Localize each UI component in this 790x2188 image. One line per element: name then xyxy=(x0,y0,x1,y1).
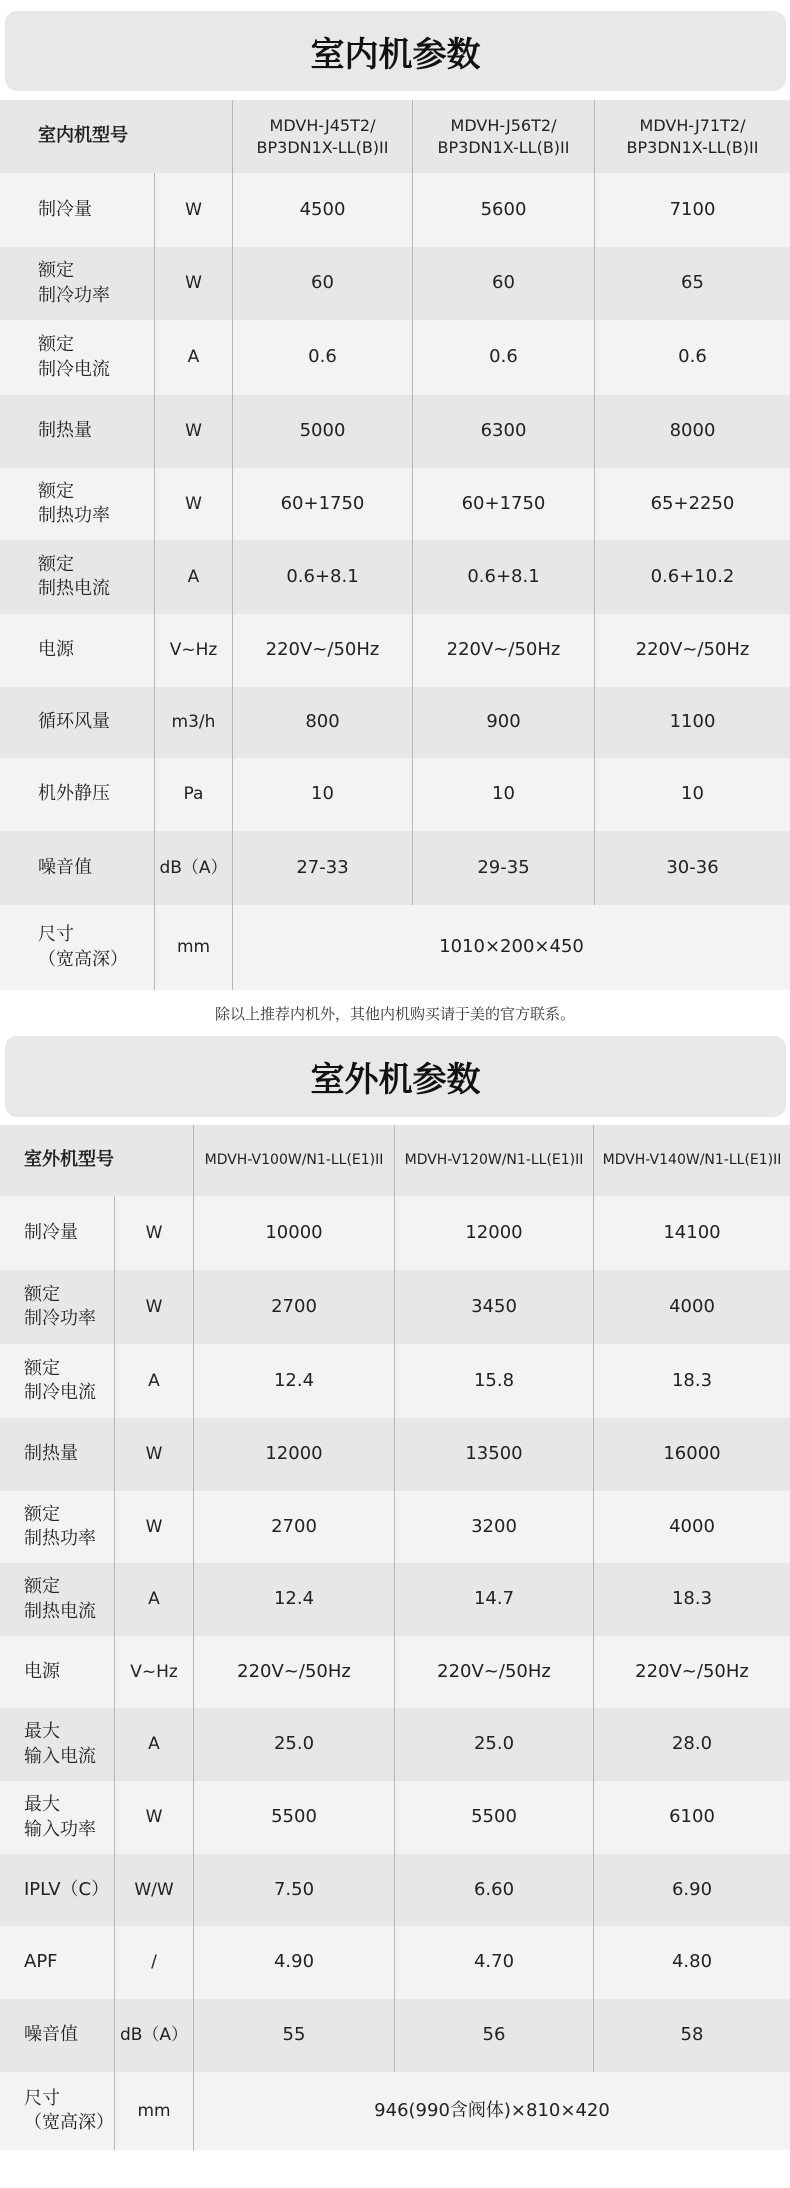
size-row xyxy=(0,2072,790,2150)
model-name: MDVH-V100W/N1-LL(E1)II xyxy=(193,1125,394,1196)
param-label: 额定 制热功率 xyxy=(24,1503,96,1549)
param-value: 4.80 xyxy=(593,1926,790,1999)
param-value: 60+1750 xyxy=(232,468,412,540)
param-value: 7.50 xyxy=(193,1854,394,1926)
param-label: APF xyxy=(24,1951,58,1973)
param-label: 额定 制冷电流 xyxy=(24,1357,96,1403)
param-label: 噪音值 xyxy=(24,2024,78,2046)
param-value: 2700 xyxy=(193,1491,394,1563)
table-row xyxy=(0,1563,790,1636)
table-row xyxy=(0,1999,790,2072)
param-value: 29-35 xyxy=(412,831,594,905)
param-unit: W xyxy=(114,1491,193,1563)
param-unit: A xyxy=(114,1708,193,1781)
table-row xyxy=(0,320,790,395)
param-label: 电源 xyxy=(24,1660,60,1682)
header-row xyxy=(0,100,790,173)
param-label: 循环风量 xyxy=(38,711,110,733)
table-row xyxy=(0,1418,790,1491)
param-value: 55 xyxy=(193,1999,394,2072)
param-value: 5500 xyxy=(394,1781,593,1854)
param-value: 12000 xyxy=(394,1196,593,1270)
param-unit: W xyxy=(154,468,232,540)
param-unit: W/W xyxy=(114,1854,193,1926)
param-value: 0.6+8.1 xyxy=(232,540,412,614)
param-label: 制冷量 xyxy=(24,1221,78,1243)
param-value: 10 xyxy=(412,758,594,831)
param-unit: W xyxy=(114,1781,193,1854)
param-value: 12.4 xyxy=(193,1344,394,1418)
param-label: 额定 制冷功率 xyxy=(24,1283,96,1329)
param-unit: W xyxy=(154,395,232,468)
param-value: 5600 xyxy=(412,173,594,247)
param-label: 制热量 xyxy=(38,420,92,442)
param-value: 56 xyxy=(394,1999,593,2072)
table-row xyxy=(0,395,790,468)
param-value: 60 xyxy=(232,247,412,320)
table-row xyxy=(0,687,790,758)
size-value: 1010×200×450 xyxy=(232,905,790,990)
outdoor-spec-table xyxy=(0,1125,790,2150)
param-value: 25.0 xyxy=(193,1708,394,1781)
param-label: 额定 制冷功率 xyxy=(38,260,110,306)
param-unit: W xyxy=(114,1270,193,1344)
table-row xyxy=(0,540,790,614)
size-label: 尺寸 （宽高深） xyxy=(24,2087,114,2133)
param-value: 4500 xyxy=(232,173,412,247)
table-row xyxy=(0,173,790,247)
param-value: 0.6 xyxy=(412,320,594,395)
table-row xyxy=(0,1196,790,1270)
param-value: 18.3 xyxy=(593,1563,790,1636)
param-unit: A xyxy=(114,1563,193,1636)
param-unit: / xyxy=(114,1926,193,1999)
param-value: 5000 xyxy=(232,395,412,468)
param-label: 制冷量 xyxy=(38,198,92,220)
param-value: 7100 xyxy=(594,173,790,247)
indoor-title: 室内机参数 xyxy=(5,11,786,91)
table-row xyxy=(0,614,790,687)
param-label: 最大 输入功率 xyxy=(24,1794,96,1840)
param-value: 220V~/50Hz xyxy=(594,614,790,687)
table-row xyxy=(0,247,790,320)
param-label: 额定 制热功率 xyxy=(38,480,110,526)
table-row xyxy=(0,1781,790,1854)
param-unit: W xyxy=(154,173,232,247)
table-row xyxy=(0,1636,790,1708)
param-unit: dB（A） xyxy=(154,831,232,905)
size-unit: mm xyxy=(154,905,232,990)
size-value: 946(990含阀体)×810×420 xyxy=(193,2072,790,2150)
param-unit: A xyxy=(114,1344,193,1418)
param-value: 800 xyxy=(232,687,412,758)
param-value: 3450 xyxy=(394,1270,593,1344)
table-row xyxy=(0,831,790,905)
param-unit: dB（A） xyxy=(114,1999,193,2072)
param-value: 4.70 xyxy=(394,1926,593,1999)
param-value: 3200 xyxy=(394,1491,593,1563)
table-row xyxy=(0,1491,790,1563)
param-value: 8000 xyxy=(594,395,790,468)
model-name: MDVH-J71T2/ BP3DN1X-LL(B)II xyxy=(594,100,790,173)
model-name: MDVH-V120W/N1-LL(E1)II xyxy=(394,1125,593,1196)
param-value: 220V~/50Hz xyxy=(232,614,412,687)
param-value: 60 xyxy=(412,247,594,320)
param-value: 220V~/50Hz xyxy=(412,614,594,687)
param-label: 电源 xyxy=(38,639,74,661)
size-unit: mm xyxy=(114,2072,193,2150)
param-value: 4000 xyxy=(593,1270,790,1344)
size-label: 尺寸 （宽高深） xyxy=(38,924,128,970)
param-label: 额定 制冷电流 xyxy=(38,334,110,380)
param-label: IPLV（C） xyxy=(24,1878,110,1900)
param-unit: A xyxy=(154,320,232,395)
param-label: 机外静压 xyxy=(38,783,110,805)
param-value: 6.90 xyxy=(593,1854,790,1926)
param-label: 噪音值 xyxy=(38,856,92,878)
param-value: 0.6+8.1 xyxy=(412,540,594,614)
table-row xyxy=(0,1926,790,1999)
param-value: 4000 xyxy=(593,1491,790,1563)
param-value: 900 xyxy=(412,687,594,758)
model-name: MDVH-J56T2/ BP3DN1X-LL(B)II xyxy=(412,100,594,173)
param-unit: Pa xyxy=(154,758,232,831)
param-value: 10 xyxy=(594,758,790,831)
header-label: 室内机型号 xyxy=(38,125,128,147)
param-value: 15.8 xyxy=(394,1344,593,1418)
model-name: MDVH-J45T2/ BP3DN1X-LL(B)II xyxy=(232,100,412,173)
table-row xyxy=(0,468,790,540)
param-value: 16000 xyxy=(593,1418,790,1491)
param-value: 30-36 xyxy=(594,831,790,905)
param-unit: V~Hz xyxy=(114,1636,193,1708)
param-value: 0.6 xyxy=(232,320,412,395)
param-label: 额定 制热电流 xyxy=(24,1576,96,1622)
param-unit: A xyxy=(154,540,232,614)
param-unit: W xyxy=(114,1196,193,1270)
param-value: 6100 xyxy=(593,1781,790,1854)
param-value: 0.6+10.2 xyxy=(594,540,790,614)
outdoor-title: 室外机参数 xyxy=(5,1036,786,1117)
param-unit: V~Hz xyxy=(154,614,232,687)
param-value: 14100 xyxy=(593,1196,790,1270)
param-value: 12000 xyxy=(193,1418,394,1491)
header-label: 室外机型号 xyxy=(24,1149,114,1171)
param-value: 6.60 xyxy=(394,1854,593,1926)
table-row xyxy=(0,1344,790,1418)
param-value: 5500 xyxy=(193,1781,394,1854)
param-label: 制热量 xyxy=(24,1443,78,1465)
param-unit: W xyxy=(114,1418,193,1491)
param-value: 10000 xyxy=(193,1196,394,1270)
param-value: 60+1750 xyxy=(412,468,594,540)
indoor-spec-table xyxy=(0,100,790,990)
param-value: 6300 xyxy=(412,395,594,468)
param-value: 18.3 xyxy=(593,1344,790,1418)
param-value: 28.0 xyxy=(593,1708,790,1781)
param-value: 4.90 xyxy=(193,1926,394,1999)
param-value: 12.4 xyxy=(193,1563,394,1636)
param-value: 13500 xyxy=(394,1418,593,1491)
header-row xyxy=(0,1125,790,1196)
param-value: 58 xyxy=(593,1999,790,2072)
param-value: 2700 xyxy=(193,1270,394,1344)
param-value: 25.0 xyxy=(394,1708,593,1781)
param-unit: W xyxy=(154,247,232,320)
table-row xyxy=(0,1854,790,1926)
param-value: 14.7 xyxy=(394,1563,593,1636)
param-value: 65+2250 xyxy=(594,468,790,540)
param-value: 10 xyxy=(232,758,412,831)
param-value: 65 xyxy=(594,247,790,320)
param-value: 0.6 xyxy=(594,320,790,395)
model-name: MDVH-V140W/N1-LL(E1)II xyxy=(593,1125,790,1196)
param-value: 1100 xyxy=(594,687,790,758)
param-unit: m3/h xyxy=(154,687,232,758)
param-value: 220V~/50Hz xyxy=(593,1636,790,1708)
param-value: 27-33 xyxy=(232,831,412,905)
param-value: 220V~/50Hz xyxy=(394,1636,593,1708)
param-value: 220V~/50Hz xyxy=(193,1636,394,1708)
table-row xyxy=(0,1708,790,1781)
param-label: 额定 制热电流 xyxy=(38,553,110,599)
size-row xyxy=(0,905,790,990)
footnote: 除以上推荐内机外，其他内机购买请于美的官方联系。 xyxy=(214,1005,575,1023)
param-label: 最大 输入电流 xyxy=(24,1721,96,1767)
table-row xyxy=(0,758,790,831)
table-row xyxy=(0,1270,790,1344)
